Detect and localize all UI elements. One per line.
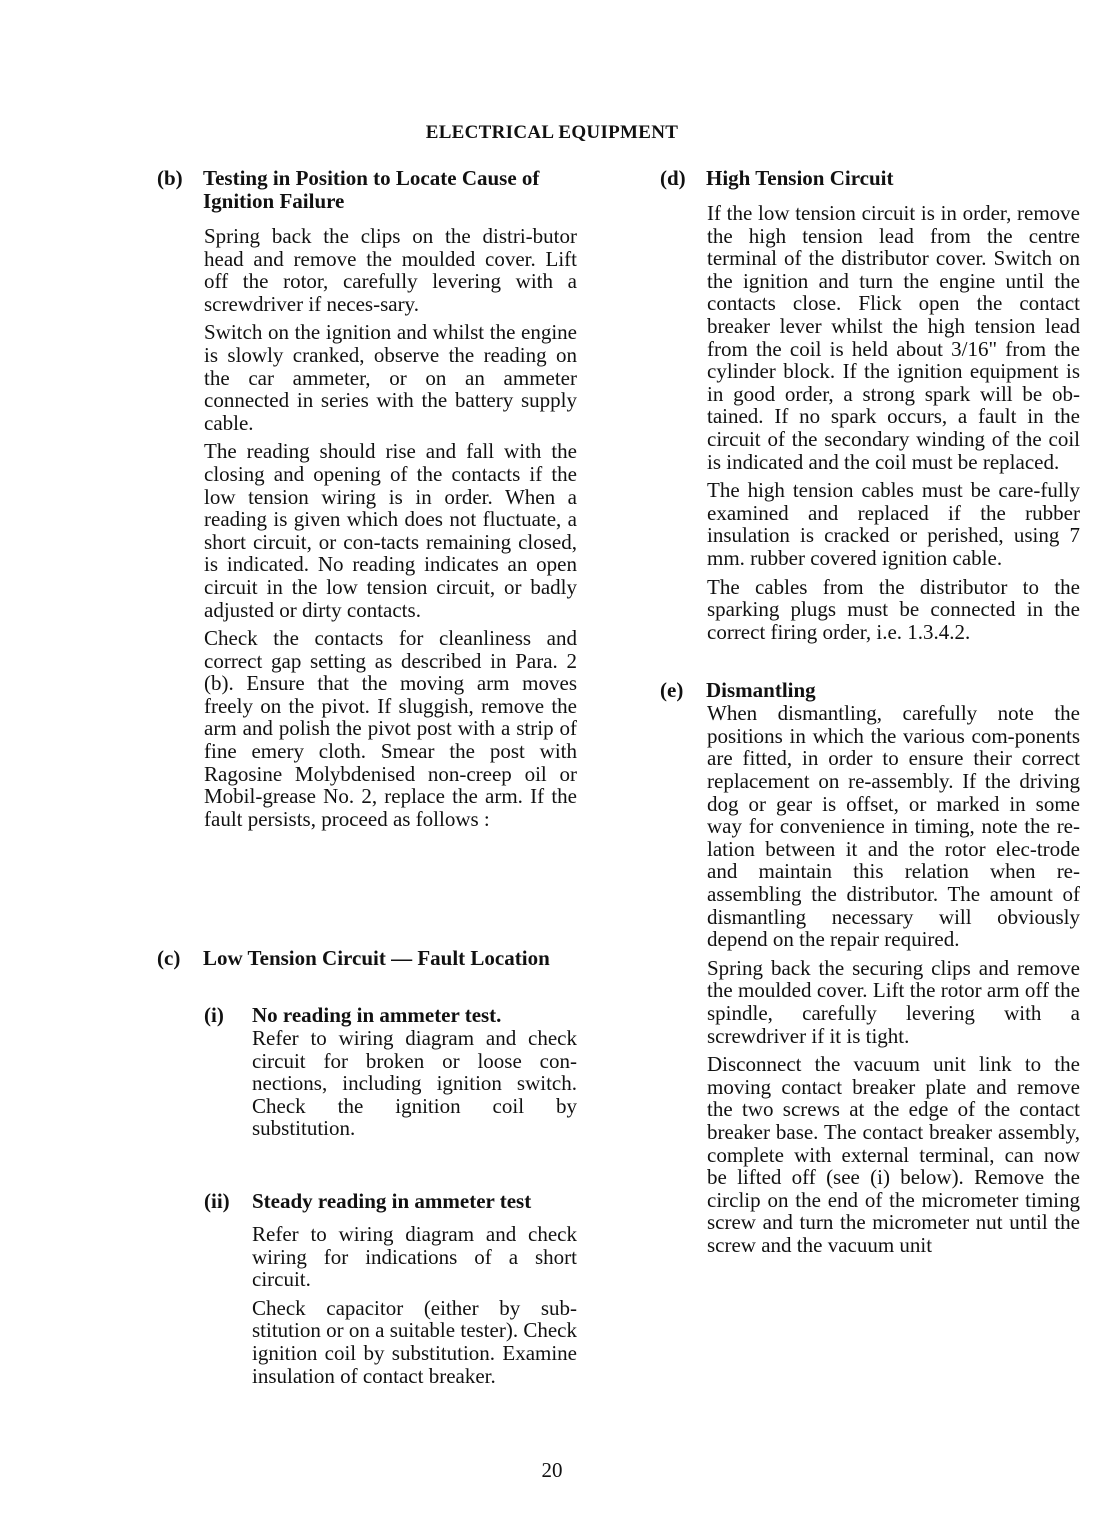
paragraph: Refer to wiring diagram and check circuit for broken or loose con-nections, including ignition switch. Check the ignition coil by substitution. bbox=[252, 1026, 577, 1141]
paragraph: Spring back the clips on the distri-butor head and remove the moulded cover. Lift off the rotor, carefully levering with a screwdriver if neces-sary. bbox=[204, 224, 577, 316]
paragraph: The cables from the distributor to the sparking plugs must be connected in the correct firing order, i.e. 1.3.4.2. bbox=[707, 574, 1080, 644]
subsection-i-body bbox=[252, 1027, 577, 1140]
section-c bbox=[157, 947, 577, 1387]
section-b bbox=[157, 167, 577, 917]
paragraph: Refer to wiring diagram and check wiring for indications of a short circuit. bbox=[252, 1221, 577, 1292]
page-number: 20 bbox=[541, 1458, 563, 1482]
section-d-letter: (d) bbox=[660, 166, 686, 190]
section-c-letter: (c) bbox=[157, 946, 181, 970]
paragraph: Check capacitor (either by sub-stitution or on a suitable tester). Check ignition coil by substitution. Examine insulation of contact breaker. bbox=[252, 1295, 577, 1388]
section-e-body bbox=[707, 702, 1080, 1256]
section-b-body bbox=[204, 225, 577, 830]
subsection-ii-body bbox=[252, 1223, 577, 1387]
section-b-letter: (b) bbox=[157, 166, 183, 190]
paragraph: If the low tension circuit is in order, remove the high tension lead from the centre terminal of the distributor cover. Switch on the ignition and turn the engine until the contacts close. Flick open the contact breaker lever whilst the high tension lead from the coil is held about 3/16" from the cylinder block. If the ignition equipment is in good order, a strong spark will be ob-tained. If no spark occurs, a fault in the circuit of the secondary winding of the coil is indicated and the coil must be replaced. bbox=[707, 201, 1080, 474]
paragraph: The reading should rise and fall with the closing and opening of the contacts if the low tension wiring is in order. When a reading is given which does not fluctuate, a short circuit, or con-tacts remaining closed, is indicated. No reading indicates an open circuit in the low tension circuit, or badly adjusted or dirty contacts. bbox=[204, 439, 577, 622]
section-e bbox=[660, 679, 1080, 1256]
section-e-heading bbox=[660, 679, 1080, 702]
right-column bbox=[660, 167, 1080, 1263]
paragraph: Spring back the securing clips and remove the moulded cover. Lift the rotor arm off the spindle, carefully levering with a screwdriver if it is tight. bbox=[707, 955, 1080, 1048]
subsection-i-heading bbox=[204, 1004, 577, 1027]
section-d bbox=[660, 167, 1080, 643]
paragraph: Check the contacts for cleanliness and correct gap setting as described in Para. 2 (b). Ensure that the moving arm moves freely on the pivot. If sluggish, remove the arm and polish the pivot post with a strip of fine emery cloth. Smear the post with Ragosine Molybdenised non-creep oil or Mobil-grease No. 2, replace the arm. If the fault persists, proceed as follows : bbox=[204, 626, 577, 831]
paragraph: Switch on the ignition and whilst the engine is slowly cranked, observe the reading on the car ammeter, or on an ammeter connected in series with the battery supply cable. bbox=[204, 320, 577, 435]
section-d-body bbox=[707, 202, 1080, 643]
paragraph: Disconnect the vacuum unit link to the moving contact breaker plate and remove the two screws at the edge of the contact breaker base. The contact breaker assembly, complete with external terminal, can now be lifted off (see (i) below). Remove the circlip on the end of the micrometer timing screw and turn the micrometer nut until the screw and the vacuum unit bbox=[707, 1052, 1080, 1257]
section-d-heading bbox=[660, 167, 1080, 190]
subsection-ii-heading bbox=[204, 1190, 577, 1213]
paragraph: When dismantling, carefully note the positions in which the various com-ponents are fitted, in order to ensure their correct replacement on re-assembly. If the driving dog or gear is offset, or marked in some way for convenience in timing, note the re-lation between it and the rotor elec-trode and maintain this relation when re-assembling the distributor. The amount of dismantling necessary will obviously depend on the repair required. bbox=[707, 701, 1080, 952]
section-b-title: Testing in Position to Locate Cause of Ignition Failure bbox=[203, 166, 540, 213]
section-c-heading bbox=[157, 947, 577, 970]
paragraph: The high tension cables must be care-fully examined and replaced if the rubber insulation is cracked or perished, using 7 mm. rubber covered ignition cable. bbox=[707, 478, 1080, 570]
subsection-i-title: No reading in ammeter test. bbox=[252, 1003, 502, 1027]
section-d-title: High Tension Circuit bbox=[706, 166, 894, 190]
section-b-heading bbox=[157, 167, 577, 213]
section-e-title: Dismantling bbox=[706, 678, 816, 703]
subsection-ii-number: (ii) bbox=[204, 1188, 230, 1213]
subsection-i-number: (i) bbox=[204, 1003, 224, 1027]
subsection-i bbox=[204, 1004, 577, 1140]
subsection-ii-title: Steady reading in ammeter test bbox=[252, 1188, 532, 1213]
section-e-letter: (e) bbox=[660, 678, 684, 703]
section-c-title: Low Tension Circuit — Fault Location bbox=[203, 946, 550, 970]
subsection-ii bbox=[204, 1190, 577, 1387]
page-title: ELECTRICAL EQUIPMENT bbox=[425, 122, 679, 143]
left-column bbox=[157, 167, 577, 1393]
